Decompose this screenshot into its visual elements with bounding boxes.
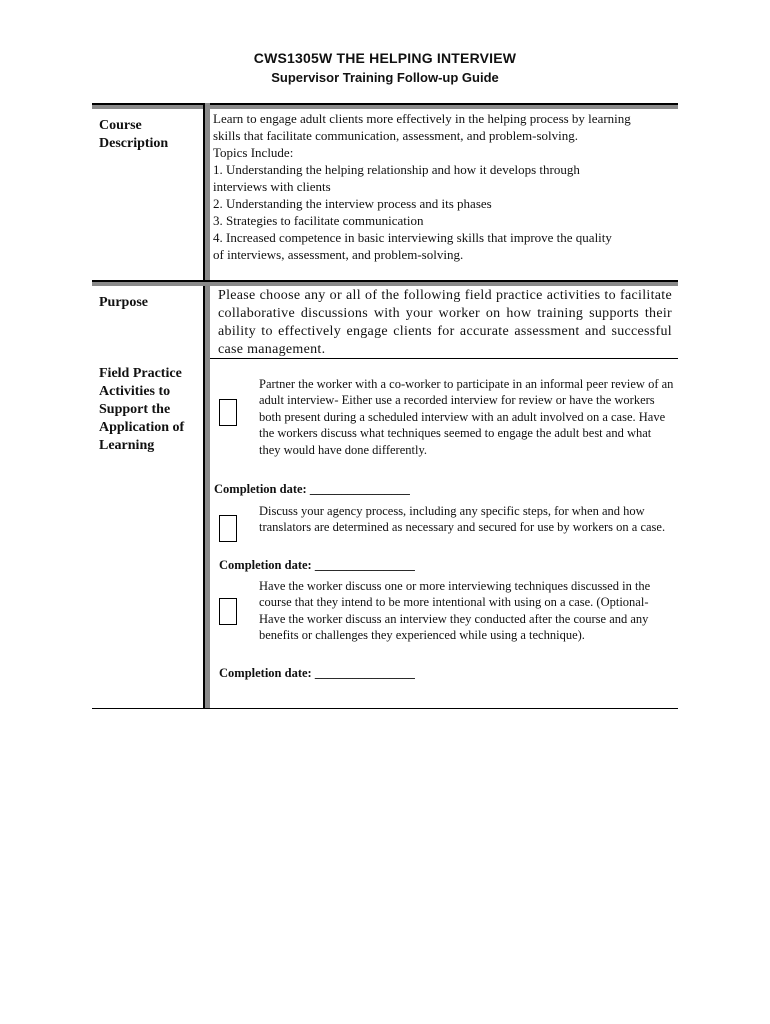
description-line: skills that facilitate communication, assessment, and problem-solving. — [213, 128, 579, 143]
description-line: 1. Understanding the helping relationship and how it develops through — [213, 162, 580, 177]
description-line: interviews with clients — [213, 179, 331, 194]
column-divider-shadow — [205, 103, 210, 709]
description-line: 4. Increased competence in basic interviewing skills that improve the quality — [213, 230, 612, 245]
completion-date-field[interactable]: Completion date: ________________ — [214, 482, 410, 496]
field-practice-label-line: Field Practice — [99, 366, 182, 381]
table-top-rule-shadow — [92, 105, 678, 109]
purpose-label: Purpose — [99, 295, 148, 310]
table-bottom-rule — [92, 708, 678, 709]
activity-checkbox[interactable] — [219, 399, 237, 426]
activity-text: Discuss your agency process, including any specific steps, for when and how translators are determined as necessary and secured for use by workers on a case. — [259, 504, 666, 535]
course-description-text — [213, 110, 673, 263]
document-title: CWS1305W THE HELPING INTERVIEW — [253, 50, 517, 66]
activity-text: Partner the worker with a co-worker to participate in an informal peer review of an adult interview- Either use a recorded interview for review or have the workers both present during a scheduled interview with an adult involved on a case. Have the workers discuss what techniques seemed to engage the adult best and what they would have done differently. — [259, 377, 674, 457]
description-line: 3. Strategies to facilitate communication — [213, 213, 424, 228]
completion-date-field[interactable]: Completion date: ________________ — [219, 558, 415, 572]
activity-checkbox[interactable] — [219, 515, 237, 542]
purpose-bottom-rule — [210, 358, 678, 359]
completion-date-field[interactable]: Completion date: ________________ — [219, 666, 415, 680]
field-practice-label-line: Application of — [99, 420, 185, 435]
description-line: Learn to engage adult clients more effectively in the helping process by learning — [213, 111, 631, 126]
purpose-text: Please choose any or all of the following field practice activities to facilitate collaborative discussions with your worker on how training supports their ability to effectively engage clients for accurate assessment and successful case management. — [218, 288, 672, 357]
activity-checkbox[interactable] — [219, 598, 237, 625]
course-description-label — [99, 117, 199, 152]
description-line: 2. Understanding the interview process and its phases — [213, 196, 492, 211]
document-subtitle: Supervisor Training Follow-up Guide — [271, 70, 499, 85]
activity-text: Have the worker discuss one or more interviewing techniques discussed in the course that they intend to be more intentional with using on a case. (Optional- Have the worker discuss an interview they conducted after the course and any benefits or challenges they experienced while using a technique). — [259, 579, 651, 643]
description-line: of interviews, assessment, and problem-solving. — [213, 247, 464, 262]
row-separator-rule-shadow — [92, 282, 678, 286]
description-line: Topics Include: — [213, 145, 294, 160]
field-practice-label — [99, 365, 199, 455]
course-description-label-line: Description — [99, 135, 169, 151]
field-practice-label-line: Support the — [99, 402, 171, 417]
field-practice-label-line: Learning — [99, 438, 155, 453]
course-description-label-line: Course — [99, 118, 142, 133]
field-practice-label-line: Activities to — [99, 384, 171, 399]
